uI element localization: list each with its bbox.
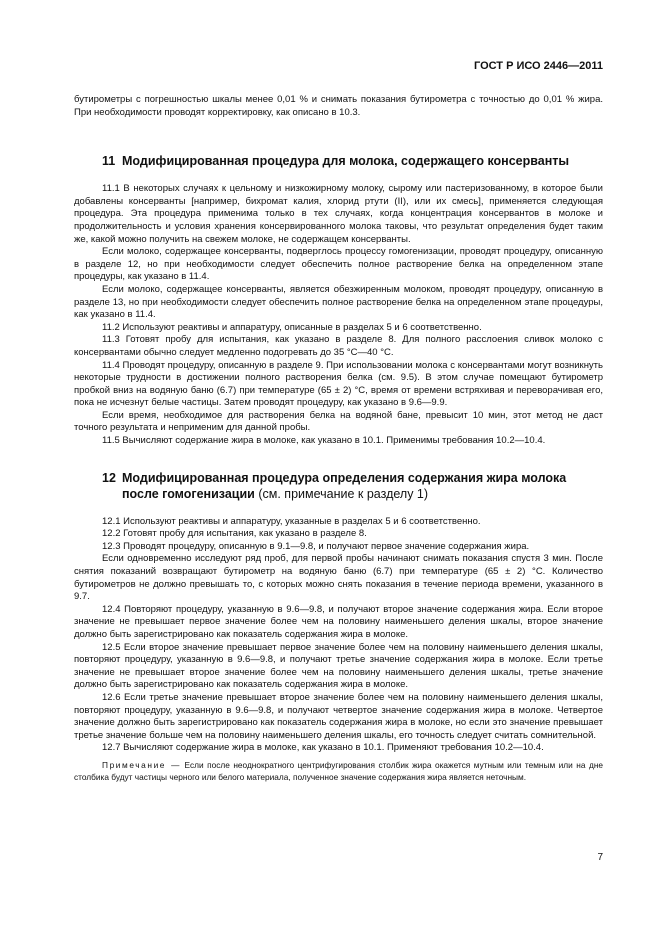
section-12-body	[74, 516, 603, 784]
paragraph: 12.3 Проводят процедуру, описанную в 9.1—9.8, и получают первое значение содержания жира.	[102, 540, 530, 552]
paragraph: 12.7 Вычисляют содержание жира в молоке, как указано в 10.1. Применяют требования 10.2—10.4.	[102, 742, 544, 754]
section-title-text: Модифицированная процедура определения содержания жира молока после гомогенизации	[122, 470, 567, 501]
note-text: Если после неоднократного центрифугирования столбик жира окажется мутным или темным или на дне столбика будут частицы черного или белого материала, полученное значение содержания жира является неточным.	[74, 759, 604, 782]
note	[74, 760, 603, 784]
section-number: 11	[102, 154, 116, 169]
paragraph: 11.3 Готовят пробу для испытания, как указано в разделе 8. Для полного расслоения сливок молоко с консервантами обычно следует медленно подогревать до 35 °С—40 °С.	[74, 334, 603, 358]
document-body	[74, 94, 603, 784]
paragraph: 11.4 Проводят процедуру, описанную в разделе 9. При использовании молока с консервантами могут возникнуть некоторые трудности в достижении полного растворения белка (см. 9.5). В этом случае помещают бутирометр пробкой вниз на водяную баню (6.7) при температуре (65 ± 2) °С, время от времени встряхивая и переворачивая его, пока не исчезнут белые частицы. Затем проводят процедуру, как указано в 9.6—9.9.	[74, 359, 603, 409]
paragraph: 12.6 Если третье значение превышает второе значение более чем на половину наименьшего деления шкалы, повторяют процедуру, указанную в 9.6—9.8, и получают четвертое значение содержания жира в молоке. Четвертое значение должно быть зарегистрировано как показатель содержания жира в молоке, но если это значение превышает третье значение больше чем на половину наименьшего деления шкалы, его точность следует считать сомнительной.	[74, 691, 603, 741]
paragraph: 12.2 Готовят пробу для испытания, как указано в разделе 8.	[102, 528, 367, 540]
intro-paragraph: бутирометры с погрешностью шкалы менее 0,01 % и снимать показания бутирометра с точностью до 0,01 % жира. При необходимости проводят корректировку, как описано в 10.3.	[74, 94, 603, 118]
section-title-suffix: (см. примечание к разделу 1)	[258, 486, 429, 501]
document-header: ГОСТ Р ИСО 2446—2011	[473, 60, 603, 72]
paragraph: 12.1 Используют реактивы и аппаратуру, указанные в разделах 5 и 6 соответственно.	[102, 515, 481, 527]
paragraph: 11.1 В некоторых случаях к цельному и низкожирному молоку, сырому или пастеризованному, в которое были добавлены консерванты [например, бихромат калия, хлорид ртути (II), или их смесь], применяется следующая процедура. Эта процедура применима только в тех случаях, когда концентрация консервантов в молоке и продолжительность и условия хранения консервированного молока таковы, что результат определения будет таким же, какой можно получить на свежем молоке, не содержащем консерванты.	[74, 183, 603, 245]
section-11-body	[74, 183, 603, 447]
page-number: 7	[597, 852, 603, 863]
paragraph: 12.5 Если второе значение превышает первое значение более чем на половину наименьшего деления шкалы, повторяют процедуру, указанную в 9.6—9.8, и получают третье значение содержания жира в молоке. Если третье значение не превышает второе значение более чем на половину наименьшего деления шкалы, третье значение должно быть зарегистрировано как показатель содержания жира в молоке.	[74, 641, 603, 691]
note-label: Примечание —	[102, 759, 182, 770]
paragraph: Если молоко, содержащее консерванты, подверглось процессу гомогенизации, проводят процедуру, описанную в разделе 12, но при необходимости следует обеспечить полное растворение белка на определенном этапе процедуры, как указано в 11.4.	[74, 246, 603, 283]
paragraph: 12.4 Повторяют процедуру, указанную в 9.6—9.8, и получают второе значение содержания жира. Если второе значение не превышает первое значение более чем на половину наименьшего деления шкалы, второе значение должно быть зарегистрировано как показатель содержания жира в молоке.	[74, 603, 603, 640]
section-11-heading	[102, 153, 603, 169]
paragraph: Если одновременно исследуют ряд проб, для первой пробы начинают снимать показания спустя 3 мин. После снятия показаний возвращают бутирометр на водяную баню (6.7) при температуре (65 ± 2) °С. Количество бутирометров не должно превышать то, с которых можно снять показания в течение периода времени, указанного в 9.7.	[74, 553, 603, 603]
paragraph: 11.5 Вычисляют содержание жира в молоке, как указано в 10.1. Применимы требования 10.2—10.4.	[102, 435, 546, 447]
section-12-heading	[102, 470, 603, 502]
paragraph: Если время, необходимое для растворения белка на водяной бане, превысит 10 мин, этот метод не даст точного результата и неприменим для данной пробы.	[74, 409, 603, 434]
paragraph: 11.2 Используют реактивы и аппаратуру, описанные в разделах 5 и 6 соответственно.	[102, 321, 482, 333]
section-number: 12	[102, 470, 116, 485]
section-title: Модифицированная процедура для молока, содержащего консерванты	[122, 154, 570, 169]
section-title	[122, 470, 603, 502]
paragraph: Если молоко, содержащее консерванты, является обезжиренным молоком, проводят процедуру, описанную в разделе 13, но при необходимости следует обеспечить полное растворение белка на определенном этапе процедуры, как указано в 11.4.	[74, 283, 603, 321]
